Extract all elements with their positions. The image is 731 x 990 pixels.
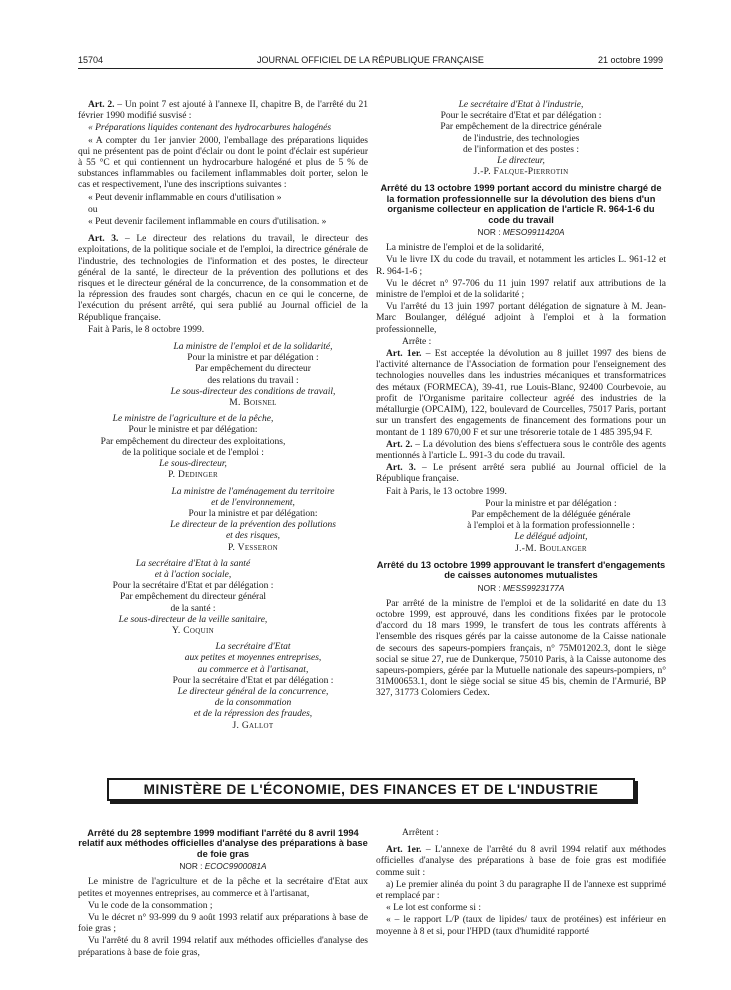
a3-point-a: a) Le premier alinéa du point 3 du paragraphe II de l'annexe est supprimé et remplacé par : xyxy=(376,879,666,902)
a3-article-1: Art. 1er. – L'annexe de l'arrêté du 8 avril 1994 relatif aux méthodes officielles d'analyse des préparations à base de foie gras est modifiée comme suit : xyxy=(376,845,666,878)
signature-block-environnement: La ministre de l'aménagement du territoire et de l'environnement, Pour la ministre et par délégation: Le directeur de la prévention des pollutions et des risques, P. Vesseron xyxy=(170,486,336,553)
art2-quote: « Préparations liquides contenant des hydrocarbures halogénés xyxy=(88,123,332,134)
arrete-1-title: Arrêté du 13 octobre 1999 portant accord du ministre chargé de la formation professionnelle sur la dévolution des biens d'un organisme collecteur en application de l'article R. 964-1-6 du code du travail xyxy=(380,183,662,225)
page-number: 15704 xyxy=(78,55,104,65)
a3-point-c: « – le rapport L/P (taux de lipides/ taux de protéines) est inférieur en moyenne à 8 et si, pour l'HPD (taux d'humidité rapporté xyxy=(376,915,666,937)
bottom-right-column xyxy=(376,828,666,939)
journal-title: JOURNAL OFFICIEL DE LA RÉPUBLIQUE FRANÇAISE xyxy=(257,55,484,65)
arrete-3-nor: NOR : ECOC9900081A xyxy=(179,861,267,872)
a1-vu-1: Vu le livre IX du code du travail, et notamment les articles L. 961-12 et R. 964-1-6 ; xyxy=(376,255,666,277)
signature-date: Fait à Paris, le 8 octobre 1999. xyxy=(88,324,205,335)
a1-article-2: Art. 2. – La dévolution des biens s'effectuera sous le contrôle des agents mentionnés à l'article L. 991-3 du code du travail. xyxy=(376,439,666,461)
issue-date: 21 octobre 1999 xyxy=(597,55,663,65)
art2-or: ou xyxy=(88,204,98,215)
a3-vu-1: Vu le code de la consommation ; xyxy=(88,900,213,911)
a3-vu-2: Vu le décret n° 93-999 du 9 août 1993 relatif aux préparations à base de foie gras ; xyxy=(78,913,368,935)
a3-vu-3: Vu l'arrêté du 8 avril 1994 relatif aux méthodes officielles d'analyse des préparations à base de foie gras, xyxy=(78,936,368,958)
signature-block-sante: La secrétaire d'Etat à la santé et à l'action sociale, Pour la secrétaire d'Etat et par délégation : Par empêchement du directeur général de la santé : Le sous-directeur de la veille sanitaire, Y. Coquin xyxy=(112,558,274,636)
a1-date: Fait à Paris, le 13 octobre 1999. xyxy=(386,486,507,497)
signature-block-commerce: La secrétaire d'Etat aux petites et moyennes entreprises, au commerce et à l'artisanat, Pour la secrétaire d'Etat et par délégation : Le directeur général de la concurrence, de la consommation et de la répression des fraudes, J. Gallot xyxy=(172,642,334,731)
a2-paragraph: Par arrêté de la ministre de l'emploi et de la solidarité en date du 13 octobre 1999, est approuvé, dans les conditions fixées par le protocole d'accord du 18 mars 1999, le transfert de tous les contrats afférents à l'ensemble des risques gérés par la caisse autonome de la Caisse nationale de secours des sapeurs-pompiers français, n° 75M01202.3, dont le siège social se situe 27, rue de Dunkerque, 75010 Paris, à la Caisse autonome des sapeurs-pompiers, gérée par la Mutuelle nationale des sapeurs-pompiers, n° 31M00653.1, dont le siège social se situe 45 bis, chemin de l'Armurié, BP 327, 31773 Colomiers Cedex. xyxy=(376,598,666,699)
arrete-1-nor: NOR : MESO9911420A xyxy=(477,227,565,238)
art2-paragraph: « A compter du 1er janvier 2000, l'emballage des préparations liquides qui ne présentent pas de point d'éclair ou dont le point d'éclair est supérieur à 55 °C et qui contiennent un hydrocarbure halogéné et plus de 5 % de substances inflammables ou facilement inflammables doit porter, selon le cas et respectivement, l'une des inscriptions suivantes : xyxy=(78,135,368,191)
header-rule xyxy=(78,68,663,69)
a1-intro: La ministre de l'emploi et de la solidarité, xyxy=(386,243,544,254)
a1-vu-2: Vu le décret n° 97-706 du 11 juin 1997 relatif aux attributions de la ministre de l'emploi et de la solidarité ; xyxy=(376,278,666,301)
arrete-2-nor: NOR : MESS9923177A xyxy=(477,582,565,593)
article-3: Art. 3. – Le directeur des relations du travail, le directeur des exploitations, de la politique sociale et de l'emploi, la directrice générale de l'industrie, des technologies de l'information et des postes, le directeur général de la santé, le directeur de la prévention des pollutions et des risques et le directeur général de la concurrence, de la consommation et de la répression des fraudes sont chargés, chacun en ce qui le concerne, de l'exécution du présent arrêté, qui sera publié au Journal officiel de la République française. xyxy=(78,234,368,323)
bottom-left-column xyxy=(78,828,368,960)
a1-vu-3: Vu l'arrêté du 13 juin 1997 portant délégation de signature à M. Jean-Marc Boulanger, délégué adjoint à l'emploi et à la formation professionnelle, xyxy=(376,302,666,335)
arrete-3-title: Arrêté du 28 septembre 1999 modifiant l'arrêté du 8 avril 1994 relatif aux méthodes officielles d'analyse des préparations à base de foie gras xyxy=(78,828,368,859)
page-header xyxy=(78,55,663,69)
art2-inscription-1: « Peut devenir inflammable en cours d'utilisation » xyxy=(88,192,282,203)
right-column xyxy=(376,100,666,701)
a3-intro: Le ministre de l'agriculture et de la pêche et la secrétaire d'Etat aux petites et moyennes entreprises, au commerce et à l'artisanat, xyxy=(78,877,368,899)
a1-article-3: Art. 3. – Le présent arrêté sera publié au Journal officiel de la République française. xyxy=(376,463,666,485)
arrete-2-title: Arrêté du 13 octobre 1999 approuvant le transfert d'engagements de caisses autonomes mutualistes xyxy=(376,559,666,581)
left-column xyxy=(78,100,368,732)
a1-arrete: Arrête : xyxy=(402,336,432,347)
signature-block-industrie: Le secrétaire d'Etat à l'industrie, Pour le secrétaire d'Etat et par délégation : Par empêchement de la directrice générale de l'industrie, des technologies de l'information et des postes : Le directeur, J.-P. Falque-Pierrotin xyxy=(440,100,602,178)
signature-block-delegue: Pour la ministre et par délégation : Par empêchement de la déléguée générale à l'emploi et à la formation professionnelle : Le délégué adjoint, J.-M. Boulanger xyxy=(467,498,635,554)
article-2: Art. 2. – Un point 7 est ajouté à l'annexe II, chapitre B, de l'arrêté du 21 février 1990 modifié susvisé : xyxy=(78,100,368,122)
a3-point-b: « Le lot est conforme si : xyxy=(386,903,481,914)
art2-inscription-2: « Peut devenir facilement inflammable en cours d'utilisation. » xyxy=(88,217,327,228)
signature-block-emploi: La ministre de l'emploi et de la solidarité, Pour la ministre et par délégation : Par empêchement du directeur des relations du travail : Le sous-directeur des conditions de travail, M. Boisnel xyxy=(170,342,336,409)
signature-block-agriculture: Le ministre de l'agriculture et de la pêche, Pour le ministre et par délégation: Par empêchement du directeur des exploitations, de la politique sociale et de l'emploi : Le sous-directeur, P. Dedinger xyxy=(100,414,286,481)
ministry-banner: MINISTÈRE DE L'ÉCONOMIE, DES FINANCES ET DE L'INDUSTRIE xyxy=(107,778,635,801)
a3-arretent: Arrêtent : xyxy=(402,828,439,838)
a1-article-1: Art. 1er. – Est acceptée la dévolution au 8 juillet 1997 des biens de l'activité alternance de l'Association de formation pour l'enseignement des technologies nouvelles dans les industries mécaniques et transformatrices des métaux (FORMECA), 39-41, rue Louis-Blanc, 92400 Courbevoie, au profit de l'Organisme paritaire collecteur agréé des industries de la métallurgie (OPCAIM), 122, boulevard de Courcelles, 75017 Paris, portant sur un transfert des engagements de financement des formations pour un montant de 1 189 670,00 F et sur une trésorerie totale de 1 485 395,94 F. xyxy=(376,349,666,438)
